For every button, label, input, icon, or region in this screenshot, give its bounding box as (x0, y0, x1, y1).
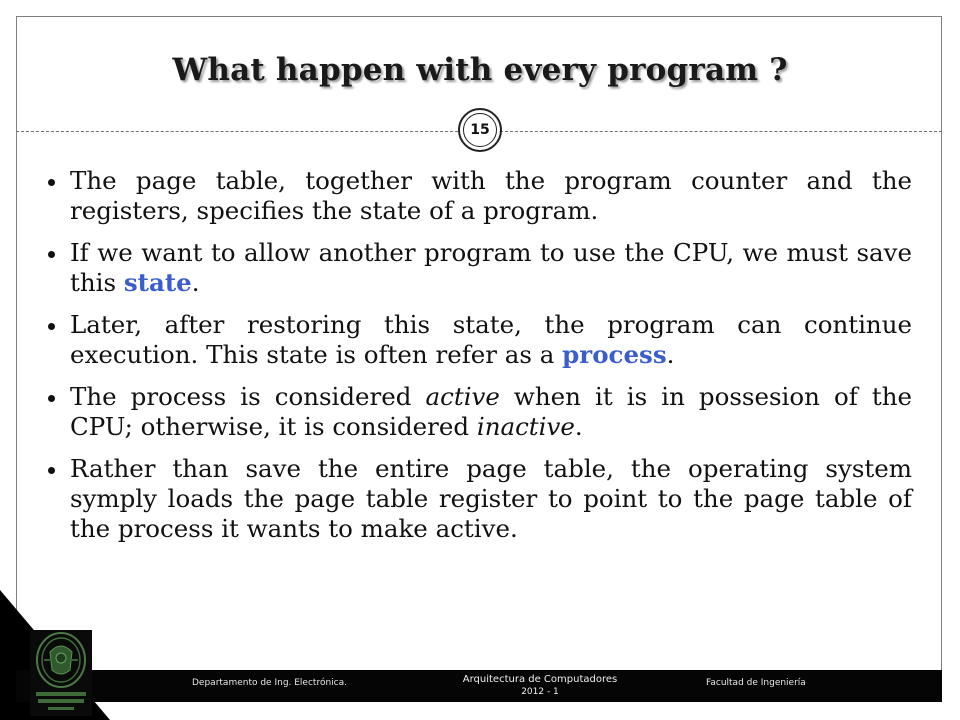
bullet-text: Later, after restoring this state, the program can continue execution. This state is often refer as a (70, 310, 912, 369)
bullet-item (48, 310, 912, 370)
bullet-text: The page table, together with the program counter and the registers, specifies the state of a program. (70, 166, 912, 225)
bullet-text: . (574, 412, 583, 441)
emphasized-term: inactive (476, 412, 575, 441)
bullet-text: when it is in possesion of the CPU; otherwise, it is considered (70, 382, 912, 441)
bullet-item (48, 382, 912, 442)
bullet-text: If we want to allow another program to use the CPU, we must save this (70, 238, 912, 297)
footer-faculty: Facultad de Ingeniería (706, 678, 806, 688)
bullet-text: Rather than save the entire page table, the operating system symply loads the page table register to point to the page table of the process it wants to make active. (70, 454, 912, 543)
bullet-text: . (191, 268, 200, 297)
bullet-dot-icon (48, 179, 55, 186)
bullet-item (48, 166, 912, 226)
footer-bar (16, 670, 942, 702)
bullet-text: . (666, 340, 675, 369)
bullet-list (48, 166, 912, 556)
footer-term: 2012 - 1 (521, 687, 559, 697)
bullet-item (48, 454, 912, 544)
footer-course-block (420, 674, 660, 697)
bullet-text: The process is considered (70, 382, 426, 411)
highlighted-term: process (562, 340, 667, 369)
bullet-dot-icon (48, 251, 55, 258)
highlighted-term: state (123, 268, 192, 297)
bullet-dot-icon (48, 323, 55, 330)
bullet-dot-icon (48, 395, 55, 402)
page-number: 15 (470, 122, 490, 138)
footer-department: Departamento de Ing. Electrónica. (192, 678, 347, 688)
emphasized-term: active (425, 382, 500, 411)
bullet-item (48, 238, 912, 298)
footer-course: Arquitectura de Computadores (462, 674, 618, 685)
bullet-dot-icon (48, 467, 55, 474)
university-seal-icon (30, 630, 92, 716)
page-number-badge (458, 108, 502, 152)
slide-title: What happen with every program ? (172, 52, 788, 88)
